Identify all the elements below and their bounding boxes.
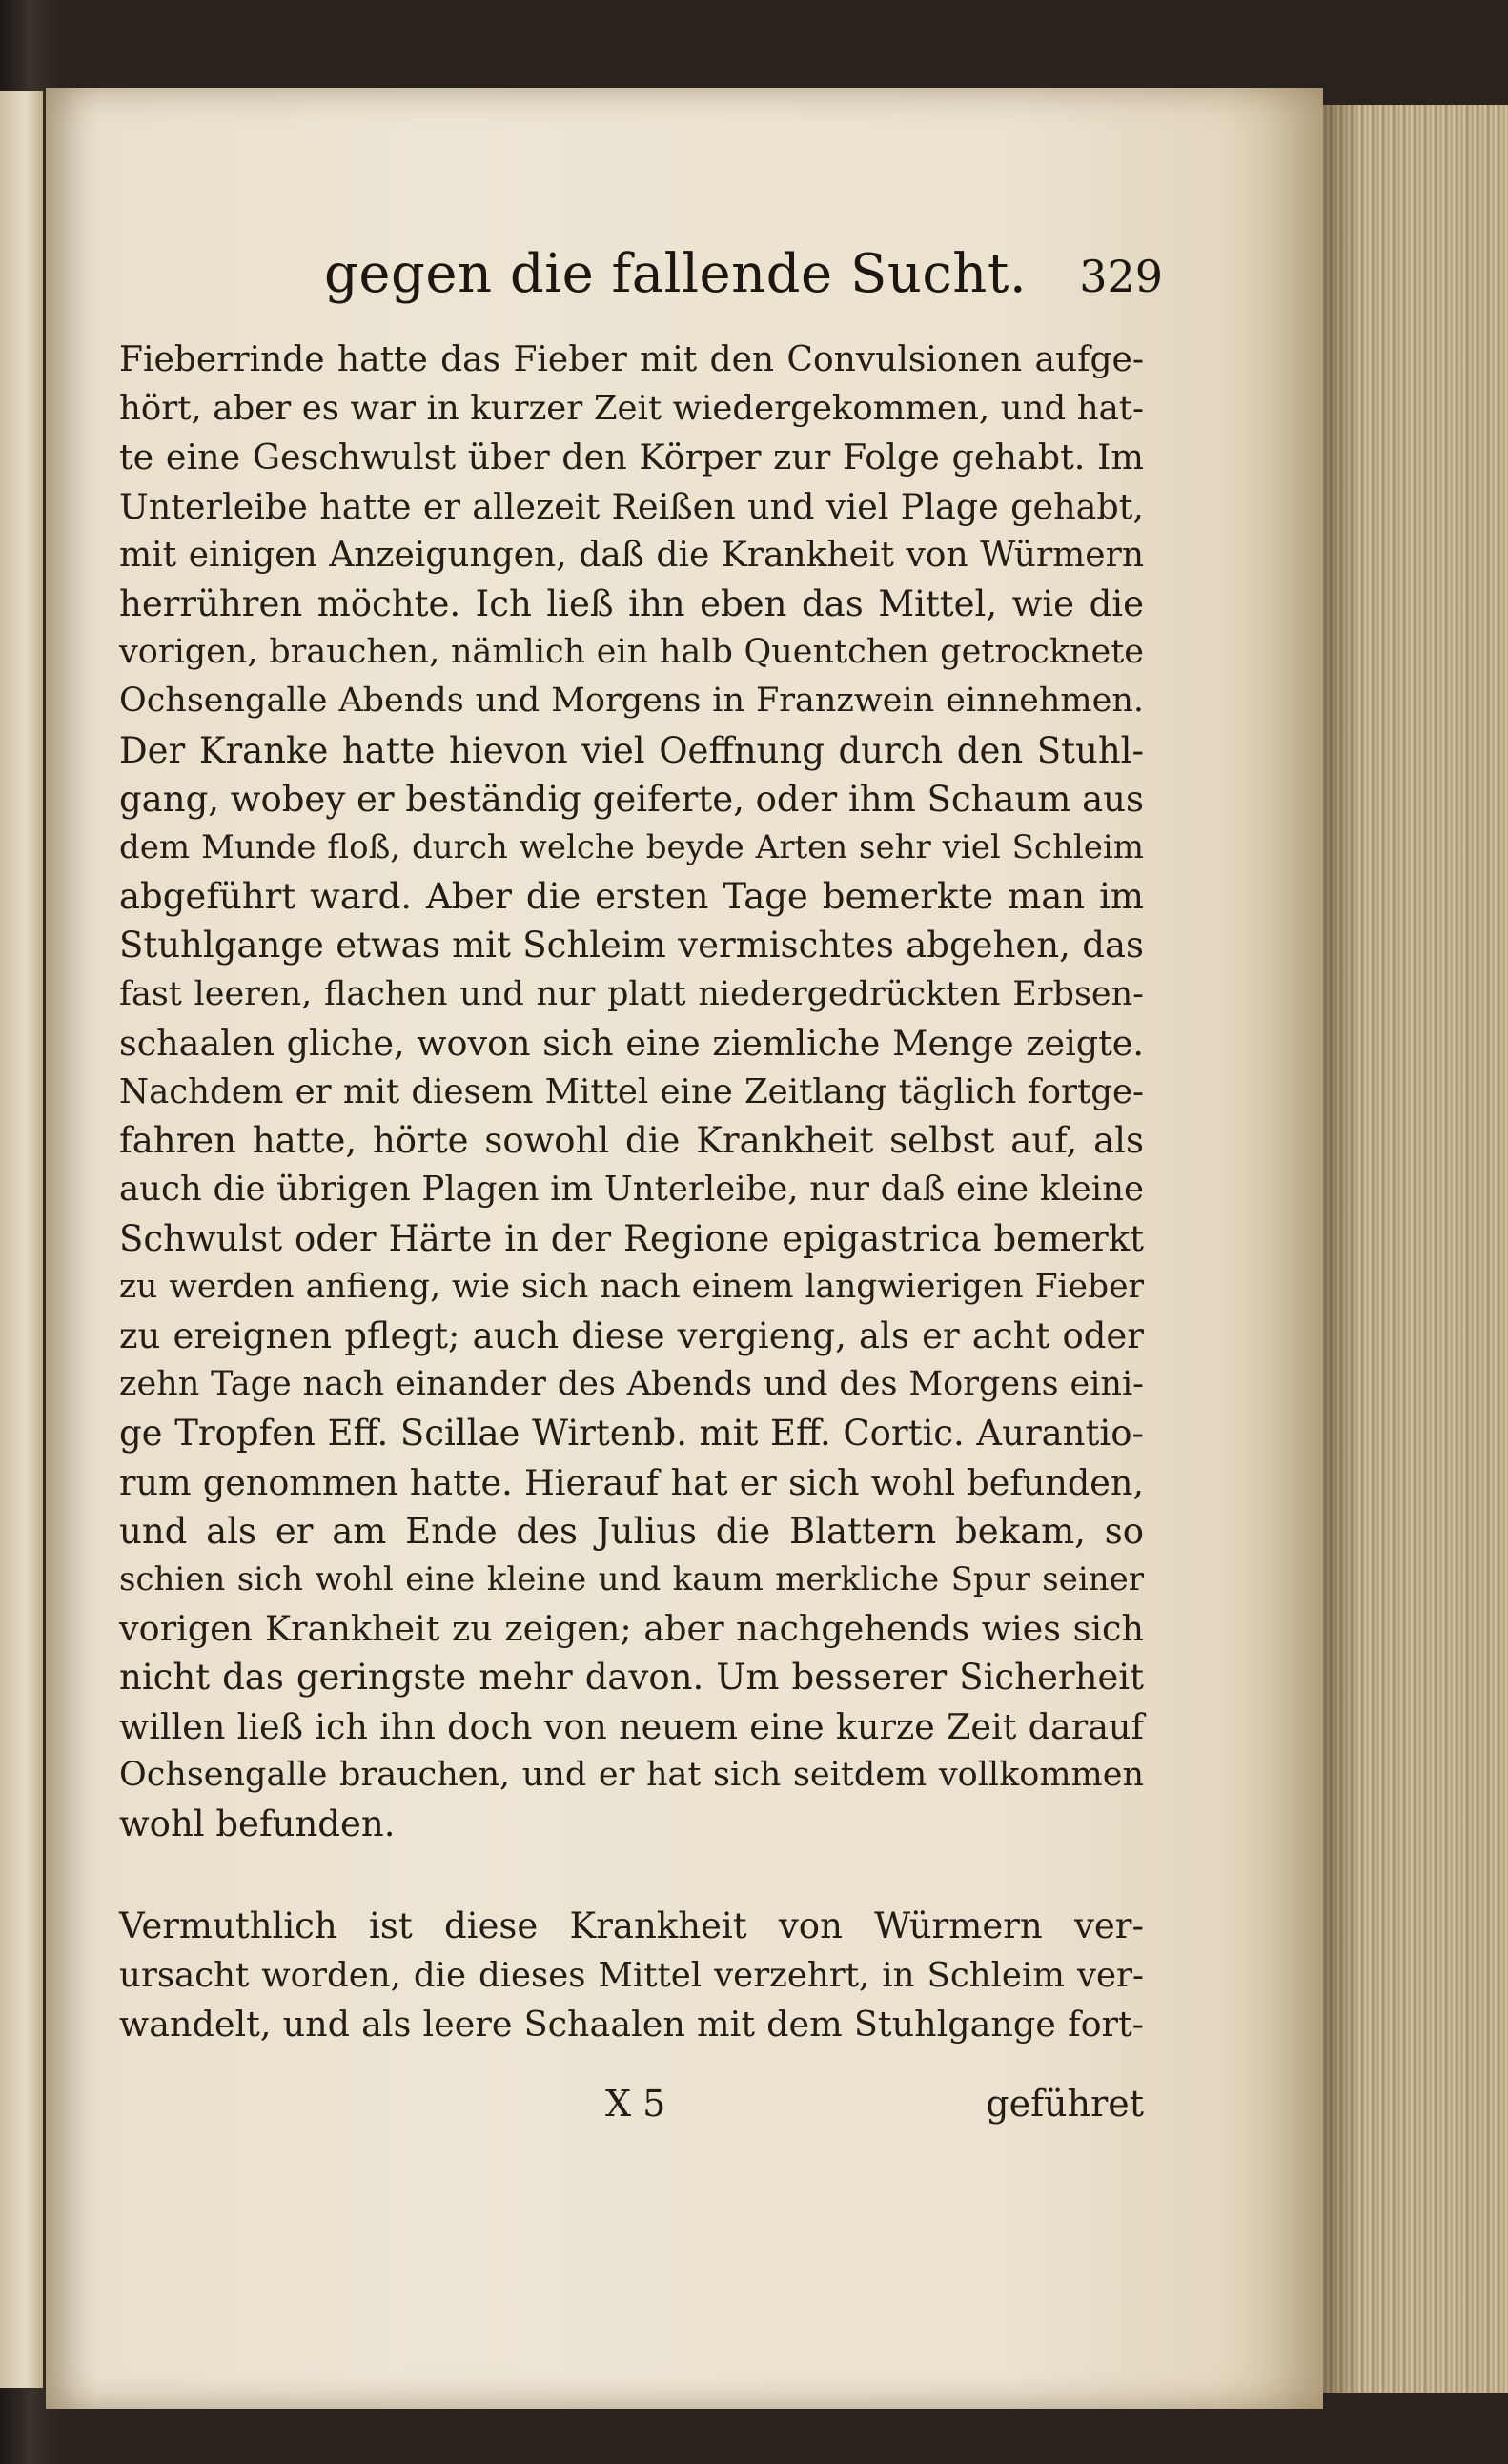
text-line: vorigen Krankheit zu zeigen; aber nachgehends wies sich (119, 1608, 1144, 1650)
text-line: Nachdem er mit diesem Mittel eine Zeitlang täglich fortge- (119, 1072, 1144, 1112)
text-line: und als er am Ende des Julius die Blattern bekam, so (119, 1510, 1144, 1552)
text-line: rum genommen hatte. Hierauf hat er sich wohl befunden, (119, 1461, 1144, 1503)
text-line: auch die übrigen Plagen im Unterleibe, nur daß eine kleine (119, 1170, 1144, 1210)
text-line: schaalen gliche, wovon sich eine ziemliche Menge zeigte. (119, 1022, 1144, 1064)
text-line: ge Tropfen Eff. Scillae Wirtenb. mit Eff. Cortic. Aurantio- (119, 1413, 1144, 1455)
paragraph-gap (119, 1848, 1144, 1902)
page-number: 329 (1079, 251, 1163, 302)
text-line: wandelt, und als leere Schaalen mit dem Stuhlgange fort- (119, 2003, 1144, 2045)
text-line: wohl befunden. (119, 1803, 396, 1845)
page-footer (119, 2083, 1144, 2130)
text-line: Stuhlgange etwas mit Schleim vermischtes abgehen, das (119, 925, 1144, 967)
signature-mark: X 5 (605, 2083, 666, 2125)
text-line: gang, wobey er beständig geiferte, oder ihm Schaum aus (119, 778, 1144, 820)
text-line: willen ließ ich ihn doch von neuem eine kurze Zeit darauf (119, 1705, 1144, 1747)
text-line: vorigen, brauchen, nämlich ein halb Quentchen getrocknete (119, 633, 1144, 672)
facing-page-edge (0, 91, 43, 2388)
text-line: Vermuthlich ist diese Krankheit von Würmern ver- (119, 1905, 1144, 1947)
text-line: zu ereignen pflegt; auch diese vergieng, als er acht oder (119, 1315, 1144, 1357)
text-line: te eine Geschwulst über den Körper zur Folge gehabt. Im (119, 437, 1144, 479)
text-line: Schwulst oder Härte in der Regione epigastrica bemerkt (119, 1217, 1144, 1259)
body-text (119, 336, 1144, 2048)
paragraph-1 (119, 336, 1144, 1848)
text-line: abgeführt ward. Aber die ersten Tage bemerkte man im (119, 876, 1144, 918)
text-line: fast leeren, flachen und nur platt niedergedrückten Erbsen- (119, 974, 1144, 1013)
text-line: Ochsengalle brauchen, und er hat sich seitdem vollkommen (119, 1755, 1144, 1794)
text-line: hört, aber es war in kurzer Zeit wiedergekommen, und hat- (119, 389, 1144, 429)
text-line: mit einigen Anzeigungen, daß die Krankheit von Würmern (119, 535, 1144, 575)
text-line: zu werden anfieng, wie sich nach einem langwierigen Fieber (119, 1267, 1144, 1306)
text-line: Unterleibe hatte er allezeit Reißen und viel Plage gehabt, (119, 485, 1144, 527)
text-line: Der Kranke hatte hievon viel Oeffnung durch den Stuhl- (119, 729, 1144, 771)
text-line: Ochsengalle Abends und Morgens in Franzwein einnehmen. (119, 682, 1144, 721)
text-line: ursacht worden, die dieses Mittel verzehrt, in Schleim ver- (119, 1955, 1144, 1995)
text-line: schien sich wohl eine kleine und kaum merkliche Spur seiner (119, 1560, 1144, 1599)
text-line: Fieberrinde hatte das Fieber mit den Convulsionen aufge- (119, 340, 1144, 379)
running-title: gegen die fallende Sucht. (324, 243, 1028, 305)
text-line: fahren hatte, hörte sowohl die Krankheit selbst auf, als (119, 1120, 1144, 1162)
text-line: zehn Tage nach einander des Abends und des Morgens eini- (119, 1365, 1144, 1404)
catchword: geführet (986, 2083, 1144, 2125)
text-line: herrühren möchte. Ich ließ ihn eben das Mittel, wie die (119, 583, 1144, 625)
gutter-shadow (1323, 105, 1361, 2393)
text-line: dem Munde floß, durch welche beyde Arten sehr viel Schleim (119, 828, 1144, 867)
text-line: nicht das geringste mehr davon. Um besserer Sicherheit (119, 1657, 1144, 1699)
paragraph-2 (119, 1902, 1144, 2048)
page-header (324, 243, 1163, 319)
